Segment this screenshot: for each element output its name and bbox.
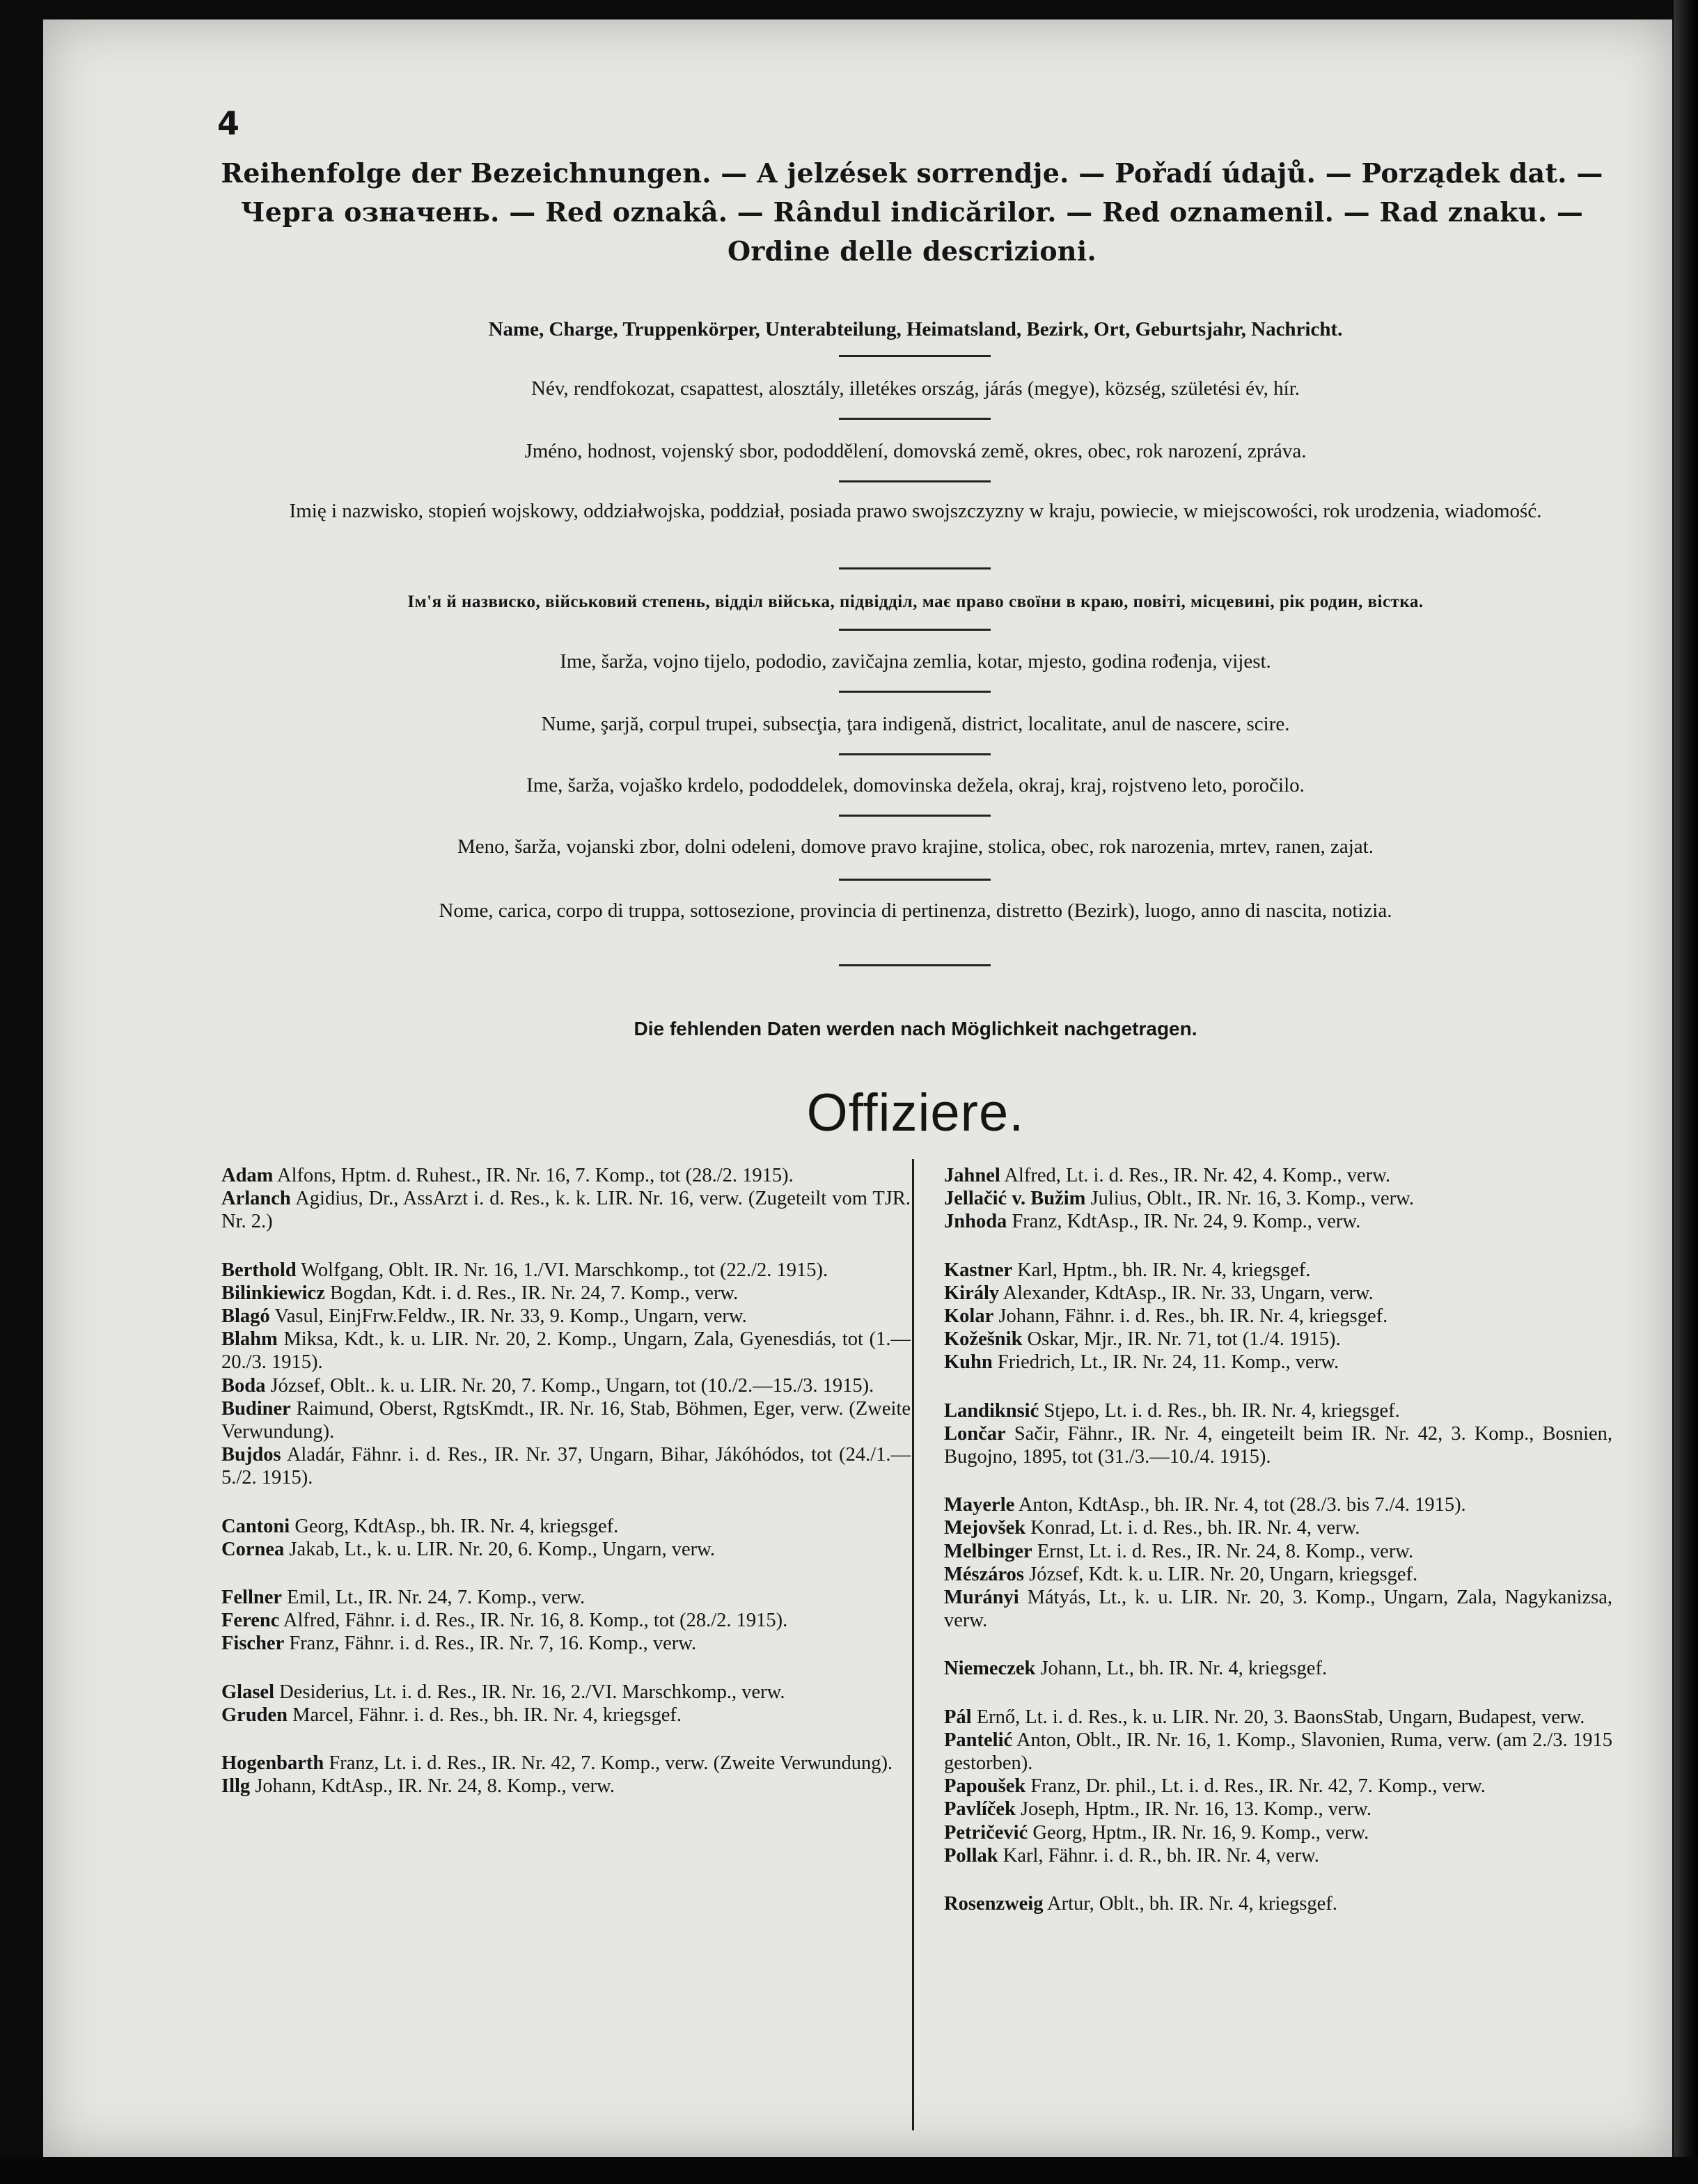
scan-edge-bottom — [0, 2157, 1698, 2184]
officer-surname: Lončar — [944, 1422, 1006, 1445]
officer-entry — [221, 1374, 911, 1397]
officer-surname: Mejovšek — [944, 1517, 1026, 1539]
officer-details: Franz, Dr. phil., Lt. i. d. Res., IR. Nr. 42, 7. Komp., verw. — [1030, 1775, 1486, 1798]
officer-surname: Pollak — [944, 1844, 998, 1867]
officer-surname: Fischer — [221, 1633, 285, 1655]
officer-entry — [944, 1305, 1612, 1328]
officer-details: Artur, Oblt., bh. IR. Nr. 4, kriegsgef. — [1047, 1893, 1337, 1915]
officer-entry — [944, 1540, 1612, 1563]
officer-surname: Murányi — [944, 1587, 1019, 1609]
officer-details: Sačir, Fähnr., IR. Nr. 4, eingeteilt beim IR. Nr. 42, 3. Komp., Bosnien, Bugojno, 1895, tot (31./3.—10./4. 1915). — [944, 1422, 1613, 1468]
entry-gap — [944, 1468, 1612, 1493]
fields-slovak: Meno, šarža, vojanski zbor, dolni odeleni, domove pravo krajine, stolica, obec, rok narozenia, mrtev, ranen, zajat. — [457, 835, 1374, 858]
officer-entry — [221, 1443, 911, 1489]
officer-entry — [221, 1681, 911, 1704]
officer-details: Friedrich, Lt., IR. Nr. 24, 11. Komp., verw. — [997, 1351, 1339, 1374]
fields-german: Name, Charge, Truppenkörper, Unterabteilung, Heimatsland, Bezirk, Ort, Geburtsjahr, Nachricht. — [488, 318, 1343, 340]
section-title: Offiziere. — [806, 1083, 1025, 1142]
officer-surname: Pavlíček — [944, 1798, 1016, 1821]
officer-surname: Cornea — [221, 1538, 285, 1560]
officer-details: Georg, Hptm., IR. Nr. 16, 9. Komp., verw. — [1032, 1821, 1369, 1844]
officer-entry — [221, 1609, 911, 1632]
officer-details: Konrad, Lt. i. d. Res., bh. IR. Nr. 4, verw. — [1030, 1517, 1360, 1539]
officer-details: Jakab, Lt., k. u. LIR. Nr. 20, 6. Komp., Ungarn, verw. — [289, 1538, 715, 1560]
officer-surname: Jnhoda — [944, 1211, 1007, 1233]
officer-details: Ernő, Lt. i. d. Res., k. u. LIR. Nr. 20, 3. BaonsStab, Ungarn, Budapest, verw. — [976, 1706, 1585, 1728]
separator — [839, 815, 991, 817]
officer-details: Agidius, Dr., AssArzt i. d. Res., k. k. LIR. Nr. 16, verw. (Zugeteilt vom TJR. Nr. 2.) — [221, 1188, 911, 1233]
officer-details: Johann, KdtAsp., IR. Nr. 24, 8. Komp., verw. — [255, 1775, 615, 1798]
officer-surname: Kožešnik — [944, 1328, 1023, 1351]
officer-details: Franz, Lt. i. d. Res., IR. Nr. 42, 7. Komp., verw. (Zweite Verwundung). — [329, 1752, 893, 1775]
officer-entry — [944, 1821, 1612, 1844]
officer-details: Mátyás, Lt., k. u. LIR. Nr. 20, 3. Komp., Ungarn, Zala, Nagykanizsa, verw. — [944, 1587, 1612, 1632]
officer-details: Karl, Fähnr. i. d. R., bh. IR. Nr. 4, verw. — [1003, 1844, 1319, 1867]
entry-gap — [944, 1234, 1612, 1259]
officer-surname: Király — [944, 1282, 1000, 1304]
separator — [839, 418, 991, 420]
officer-details: Emil, Lt., IR. Nr. 24, 7. Komp., verw. — [287, 1587, 585, 1609]
officer-details: Franz, KdtAsp., IR. Nr. 24, 9. Komp., verw. — [1012, 1211, 1361, 1233]
separator — [839, 691, 991, 693]
entry-gap — [221, 1561, 911, 1586]
officer-details: Georg, KdtAsp., bh. IR. Nr. 4, kriegsgef. — [294, 1515, 619, 1537]
officer-surname: Kuhn — [944, 1351, 993, 1374]
officer-surname: Jahnel — [944, 1165, 1000, 1186]
officer-details: Marcel, Fähnr. i. d. Res., bh. IR. Nr. 4, kriegsgef. — [292, 1704, 682, 1726]
entry-gap — [944, 1681, 1612, 1706]
officer-details: Stjepo, Lt. i. d. Res., bh. IR. Nr. 4, kriegsgef. — [1044, 1399, 1400, 1422]
officer-surname: Landiknsić — [944, 1399, 1039, 1422]
officer-surname: Pantelić — [944, 1729, 1013, 1751]
officer-entry — [944, 1282, 1612, 1305]
officer-entry — [221, 1328, 911, 1374]
officer-surname: Fellner — [221, 1587, 283, 1609]
separator — [839, 879, 991, 881]
officer-details: Joseph, Hptm., IR. Nr. 16, 13. Komp., verw. — [1021, 1798, 1372, 1821]
officer-details: Raimund, Oberst, RgtsKmdt., IR. Nr. 16, Stab, Böhmen, Eger, verw. (Zweite Verwundung). — [221, 1397, 911, 1443]
entry-gap — [944, 1867, 1612, 1892]
missing-data-note: Die fehlenden Daten werden nach Möglichkeit nachgetragen. — [634, 1018, 1197, 1039]
officer-surname: Melbinger — [944, 1540, 1032, 1562]
officer-surname: Kolar — [944, 1305, 994, 1328]
officer-entry — [944, 1259, 1612, 1282]
officer-surname: Illg — [221, 1775, 251, 1798]
officer-details: Miksa, Kdt., k. u. LIR. Nr. 20, 2. Komp., Ungarn, Zala, Gyenesdiás, tot (1.—20./3. 1915). — [221, 1328, 911, 1374]
officer-entry — [221, 1282, 911, 1305]
officer-details: Anton, KdtAsp., bh. IR. Nr. 4, tot (28./3. bis 7./4. 1915). — [1018, 1494, 1466, 1516]
officer-details: Aladár, Fähnr. i. d. Res., IR. Nr. 37, Ungarn, Bihar, Jákóhódos, tot (24./1.—5./2. 1915). — [221, 1444, 911, 1489]
officer-entry — [221, 1164, 911, 1187]
officer-surname: Glasel — [221, 1681, 274, 1703]
officer-entry — [944, 1422, 1612, 1468]
officer-surname: Jellačić v. Bužim — [944, 1188, 1086, 1210]
officer-surname: Rosenzweig — [944, 1893, 1044, 1915]
officer-details: Alfons, Hptm. d. Ruhest., IR. Nr. 16, 7. Komp., tot (28./2. 1915). — [277, 1165, 794, 1186]
entry-gap — [221, 1727, 911, 1752]
fields-ukrainian: Ім'я й назвиско, військовий степень, відділ війська, підвідділ, має право своїни в краю, повіті, місцевині, рік родин, вістка. — [407, 592, 1424, 611]
officer-details: Desiderius, Lt. i. d. Res., IR. Nr. 16, 2./VI. Marschkomp., verw. — [279, 1681, 785, 1703]
separator — [839, 480, 991, 482]
officer-surname: Gruden — [221, 1704, 288, 1726]
officer-entry — [221, 1259, 911, 1282]
officer-surname: Arlanch — [221, 1188, 291, 1210]
officer-entry — [221, 1397, 911, 1443]
officer-details: Wolfgang, Oblt. IR. Nr. 16, 1./VI. Marschkomp., tot (22./2. 1915). — [301, 1259, 828, 1281]
separator — [839, 964, 991, 966]
officer-surname: Kastner — [944, 1259, 1013, 1281]
officer-details: Karl, Hptm., bh. IR. Nr. 4, kriegsgef. — [1017, 1259, 1311, 1281]
officer-details: Ernst, Lt. i. d. Res., IR. Nr. 24, 8. Komp., verw. — [1037, 1540, 1414, 1562]
officer-surname: Blahm — [221, 1328, 278, 1351]
entry-gap — [944, 1374, 1612, 1399]
officer-surname: Hogenbarth — [221, 1752, 324, 1775]
officer-entry — [944, 1187, 1612, 1210]
officer-surname: Cantoni — [221, 1515, 290, 1537]
officer-surname: Bujdos — [221, 1444, 281, 1466]
column-divider — [912, 1159, 914, 2130]
entry-gap — [221, 1490, 911, 1515]
officer-details: Alexander, KdtAsp., IR. Nr. 33, Ungarn, verw. — [1003, 1282, 1374, 1304]
officer-entry — [944, 1210, 1612, 1233]
officer-entry — [944, 1844, 1612, 1867]
entry-gap — [944, 1632, 1612, 1657]
officer-surname: Niemeczek — [944, 1658, 1036, 1680]
officer-entry — [221, 1515, 911, 1538]
left-column — [221, 1164, 911, 1798]
separator — [839, 629, 991, 631]
officer-surname: Boda — [221, 1374, 266, 1397]
officer-surname: Blagó — [221, 1305, 270, 1328]
officer-entry — [944, 1493, 1612, 1516]
officer-details: Oskar, Mjr., IR. Nr. 71, tot (1./4. 1915). — [1027, 1328, 1341, 1351]
officer-entry — [221, 1538, 911, 1561]
separator — [839, 753, 991, 755]
officer-entry — [944, 1729, 1612, 1775]
officer-surname: Berthold — [221, 1259, 297, 1281]
officer-entry — [944, 1657, 1612, 1680]
officer-entry — [221, 1752, 911, 1775]
officer-surname: Ferenc — [221, 1610, 280, 1632]
separator — [839, 567, 991, 569]
fields-slovene: Ime, šarža, vojaško krdelo, pododdelek, domovinska dežela, okraj, kraj, rojstveno leto, poročilo. — [526, 774, 1305, 796]
officer-entry — [944, 1399, 1612, 1422]
officer-entry — [944, 1798, 1612, 1821]
officer-surname: Papoušek — [944, 1775, 1026, 1798]
fields-croatian: Ime, šarža, vojno tijelo, pododio, zavičajna zemlia, kotar, mjesto, godina rođenja, vijest. — [560, 650, 1271, 673]
heading-line-3: Ordine delle descrizioni. — [727, 235, 1097, 267]
entry-gap — [221, 1656, 911, 1681]
separator — [839, 355, 991, 357]
officer-details: Johann, Lt., bh. IR. Nr. 4, kriegsgef. — [1040, 1658, 1328, 1680]
officer-entry — [944, 1586, 1612, 1632]
officer-entry — [221, 1632, 911, 1655]
officer-details: Johann, Fähnr. i. d. Res., bh. IR. Nr. 4, kriegsgef. — [998, 1305, 1388, 1328]
officer-surname: Petričević — [944, 1821, 1028, 1844]
officer-entry — [221, 1586, 911, 1609]
officer-details: Vasul, EinjFrw.Feldw., IR. Nr. 33, 9. Komp., Ungarn, verw. — [274, 1305, 747, 1328]
fields-italian: Nome, carica, corpo di truppa, sottosezione, provincia di pertinenza, distretto (Bezirk), luogo, anno di nascita, notizia. — [439, 899, 1392, 922]
officer-surname: Adam — [221, 1165, 274, 1186]
scan-edge-right — [1674, 0, 1698, 2184]
officer-entry — [944, 1516, 1612, 1539]
officer-details: Franz, Fähnr. i. d. Res., IR. Nr. 7, 16. Komp., verw. — [289, 1633, 697, 1655]
officer-entry — [944, 1892, 1612, 1915]
officer-entry — [944, 1164, 1612, 1187]
right-column — [944, 1164, 1612, 1915]
officer-details: Bogdan, Kdt. i. d. Res., IR. Nr. 24, 7. Komp., verw. — [329, 1282, 739, 1304]
entry-gap — [221, 1234, 911, 1259]
officer-details: Alfred, Fähnr. i. d. Res., IR. Nr. 16, 8. Komp., tot (28./2. 1915). — [283, 1610, 788, 1632]
officer-surname: Mészáros — [944, 1563, 1025, 1585]
officer-entry — [221, 1187, 911, 1233]
officer-entry — [221, 1704, 911, 1727]
officer-details: József, Kdt. k. u. LIR. Nr. 20, Ungarn, kriegsgef. — [1029, 1563, 1418, 1585]
heading-line-2: Черга означень. — Red oznakâ. — Rândul indicărilor. — Red oznamenil. — Rad znaku. — — [240, 196, 1584, 228]
officer-entry — [221, 1775, 911, 1798]
heading-line-1: Reihenfolge der Bezeichnungen. — A jelzések sorrendje. — Pořadí údajů. — Porządek dat. — — [221, 157, 1603, 189]
fields-romanian: Nume, şarjă, corpul trupei, subsecţia, ţara indigenă, district, localitate, anul de nascere, scire. — [541, 713, 1290, 735]
officer-entry — [944, 1706, 1612, 1729]
fields-polish: Imię i nazwisko, stopień wojskowy, oddziałwojska, poddział, posiada prawo swojszczyzny w kraju, powiecie, w miejscowości, rok urodzenia, wiadomość. — [289, 500, 1542, 522]
page-number: 4 — [217, 104, 240, 142]
officer-entry — [221, 1305, 911, 1328]
officer-entry — [944, 1328, 1612, 1351]
officer-details: Alfred, Lt. i. d. Res., IR. Nr. 42, 4. Komp., verw. — [1004, 1165, 1390, 1186]
officer-details: József, Oblt.. k. u. LIR. Nr. 20, 7. Komp., Ungarn, tot (10./2.—15./3. 1915). — [270, 1374, 874, 1397]
officer-entry — [944, 1563, 1612, 1586]
fields-czech: Jméno, hodnost, vojenský sbor, pododdělení, domovská země, okres, obec, rok narození, zpráva. — [524, 440, 1307, 462]
fields-hungarian: Név, rendfokozat, csapattest, alosztály, illetékes ország, járás (megye), község, születési év, hír. — [531, 377, 1300, 400]
officer-details: Julius, Oblt., IR. Nr. 16, 3. Komp., verw. — [1090, 1188, 1414, 1210]
officer-surname: Bilinkiewicz — [221, 1282, 325, 1304]
officer-entry — [944, 1775, 1612, 1798]
officer-details: Anton, Oblt., IR. Nr. 16, 1. Komp., Slavonien, Ruma, verw. (am 2./3. 1915 gestorben). — [944, 1729, 1612, 1775]
officer-surname: Mayerle — [944, 1494, 1015, 1516]
officer-surname: Pál — [944, 1706, 972, 1728]
officer-entry — [944, 1351, 1612, 1374]
officer-surname: Budiner — [221, 1397, 291, 1420]
